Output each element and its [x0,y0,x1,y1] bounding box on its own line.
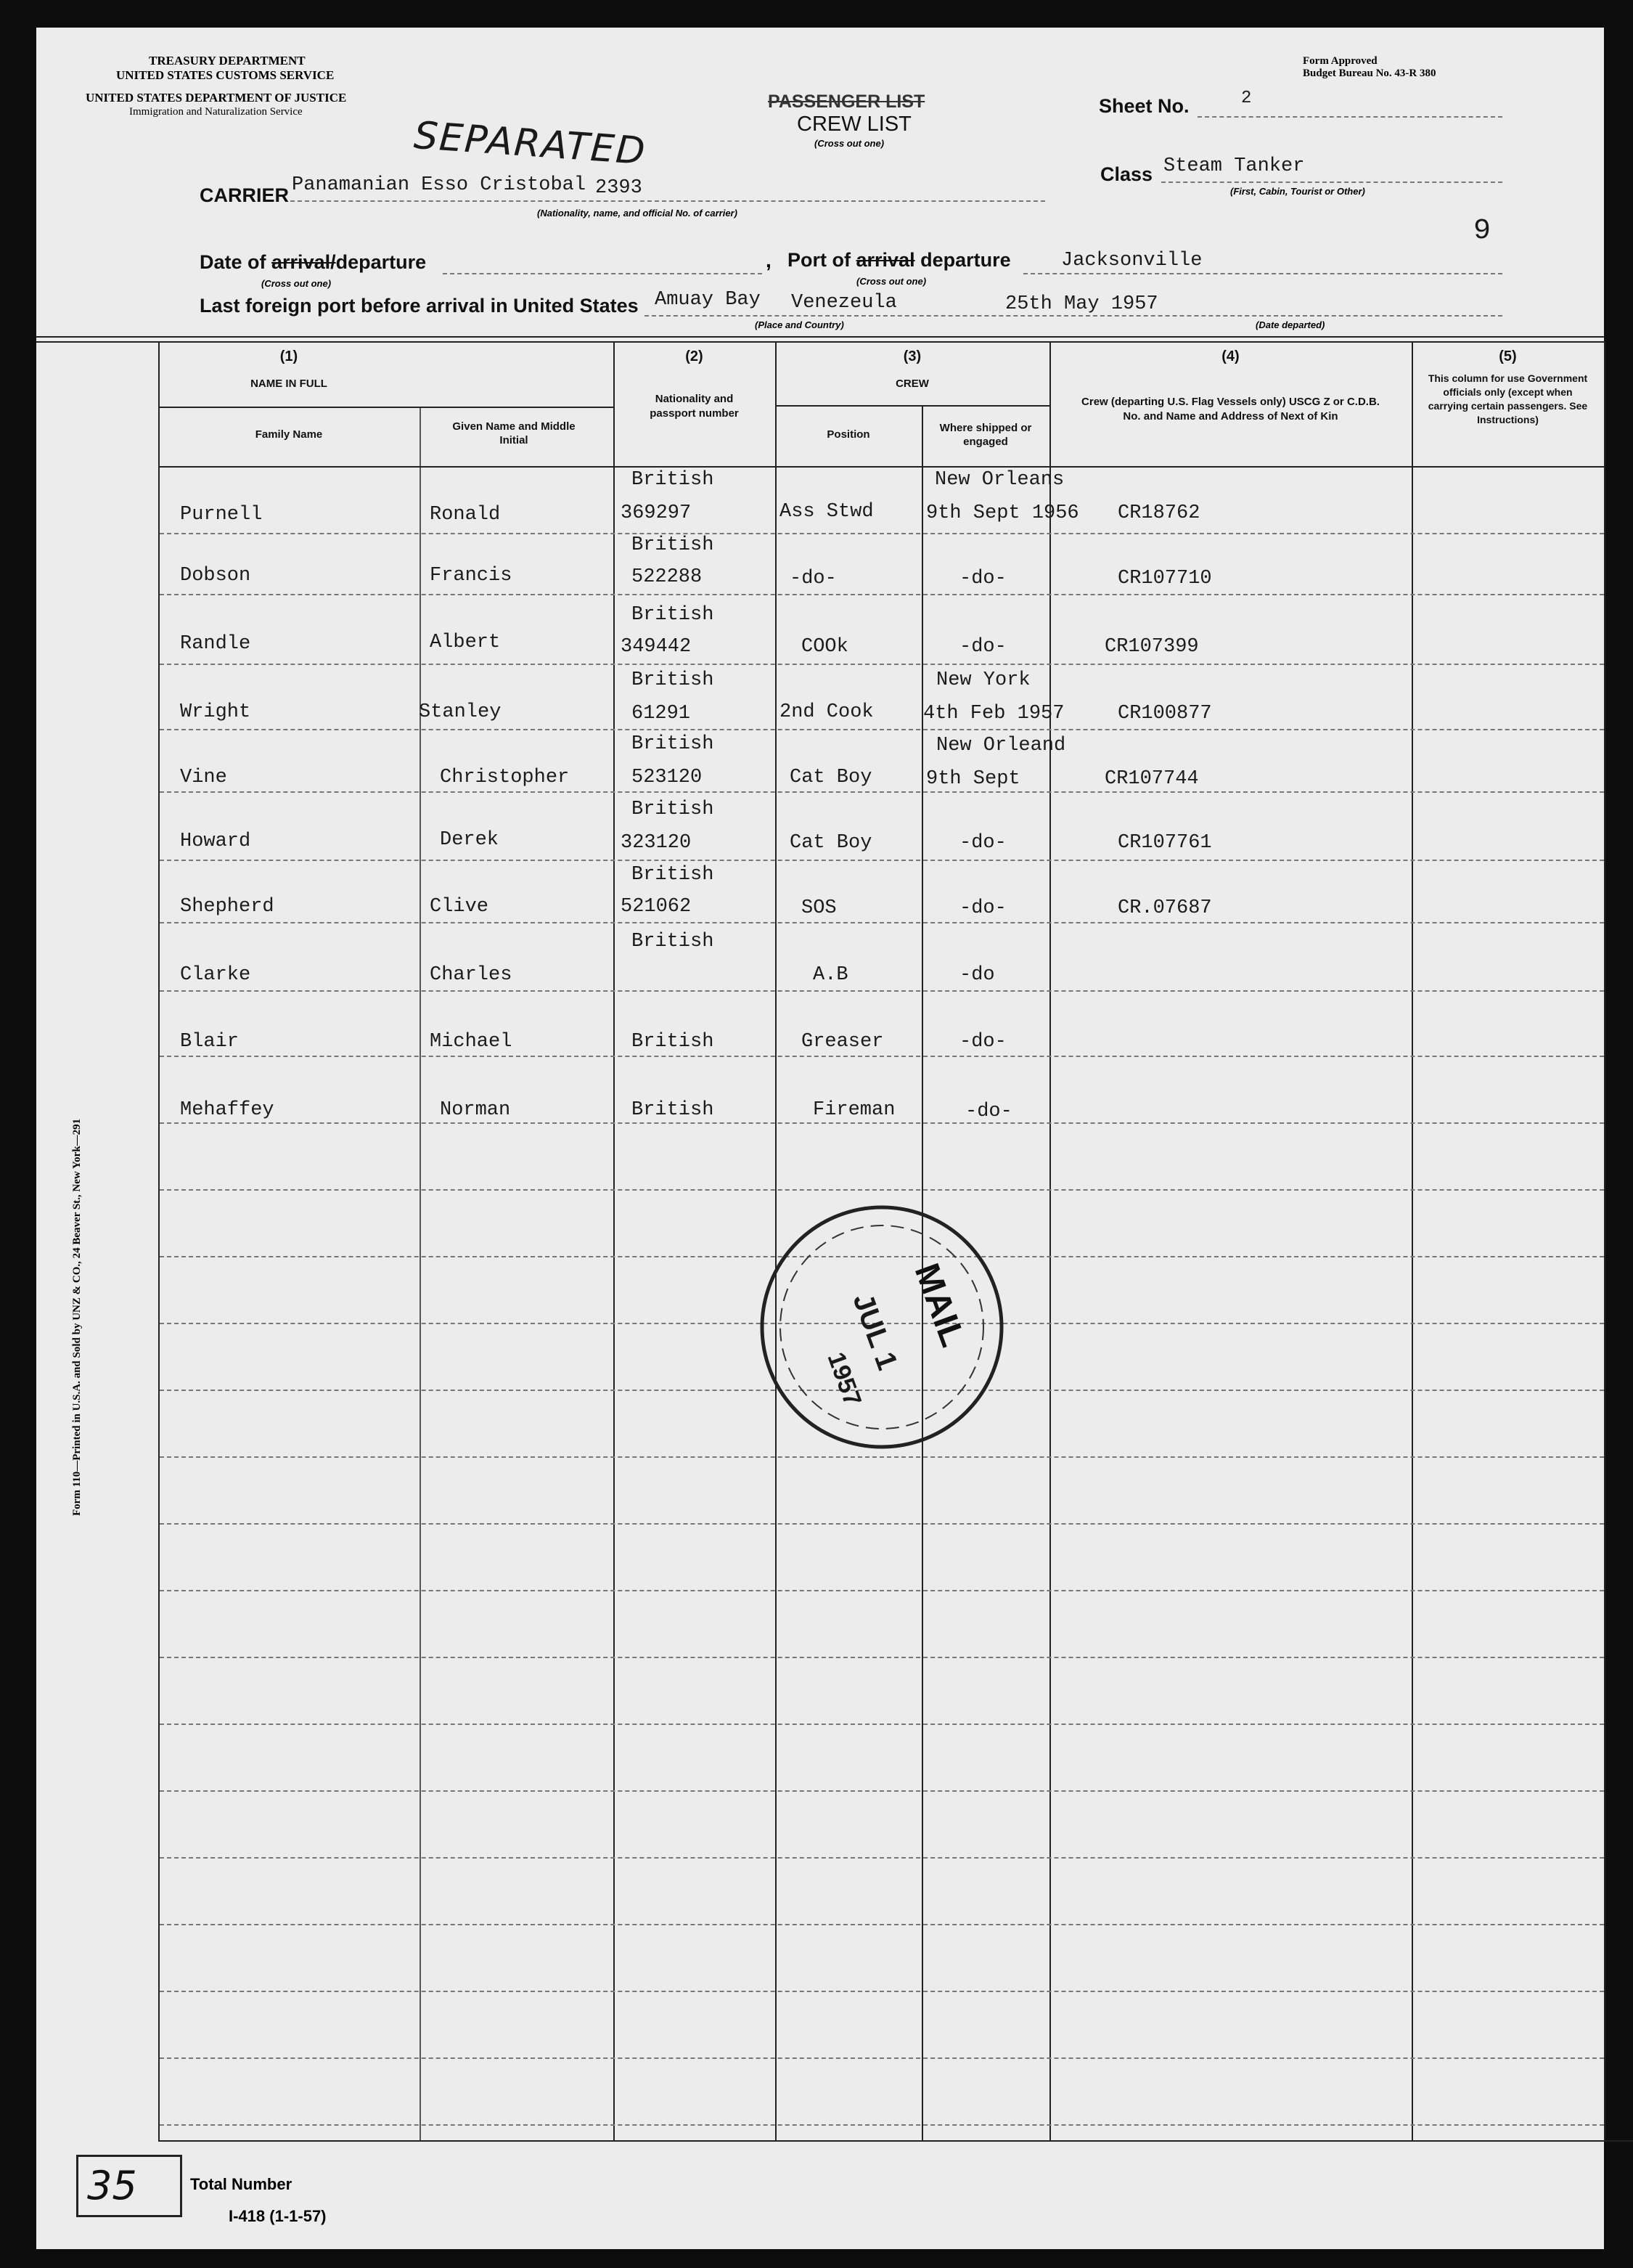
form-approved: Form Approved [1303,55,1378,67]
where-line1: New Orleand [936,735,1066,756]
place-note: (Place and Country) [755,319,844,330]
given-name: Michael [430,1031,512,1053]
row-separator [160,922,1604,923]
agency-justice: UNITED STATES DEPARTMENT OF JUSTICE [86,91,347,105]
col3-position: Position [827,428,870,441]
position: COOk [801,636,848,658]
handwritten-separated: SEPARATED [412,113,648,174]
col1-num: (1) [279,348,298,364]
row-separator [160,1122,1604,1124]
port-label-b: departure [920,249,1011,271]
row-separator [160,664,1604,665]
passport: 61291 [631,703,691,725]
position: A.B [813,964,848,986]
date-note: (Cross out one) [261,278,332,289]
stamp-word: MAIL [906,1258,973,1352]
port-struck: arrival [856,249,915,271]
position: Cat Boy [790,767,872,788]
col2-num: (2) [685,348,703,364]
crew-list-title: CREW LIST [797,113,912,136]
where-line1: New York [936,669,1031,691]
kin-number: CR100877 [1118,703,1212,725]
position: 2nd Cook [779,701,874,723]
family-name: Shepherd [180,896,274,918]
last-port-date: 25th May 1957 [1005,293,1158,315]
col3-title: CREW [896,378,929,390]
row-separator [160,1924,1604,1925]
class-value: Steam Tanker [1163,155,1305,177]
carrier-number: 2393 [595,177,642,199]
given-name: Francis [430,565,512,587]
position: -do- [790,568,837,590]
row-separator [160,1590,1604,1591]
position: SOS [801,897,837,919]
port-label-a: Port of [787,249,851,271]
where-line2: -do- [959,832,1007,854]
row-separator [160,1857,1604,1859]
kin-number: CR.07687 [1118,897,1212,919]
given-name: Norman [440,1099,511,1121]
kin-number: CR18762 [1118,502,1200,524]
row-separator [160,533,1604,534]
row-separator [160,1991,1604,1992]
passport: British [631,1099,714,1121]
row-separator [160,1657,1604,1658]
given-name: Charles [430,964,512,986]
row-separator [160,594,1604,595]
where-line2: -do- [959,897,1007,919]
col1-title: NAME IN FULL [250,378,327,390]
carrier-value: Panamanian Esso Cristobal [292,174,586,196]
where-line2: 9th Sept 1956 [926,502,1079,524]
passport: 521062 [621,896,692,918]
sheet-no: 2 [1241,89,1252,108]
family-name: Clarke [180,964,251,986]
form-code: I-418 (1-1-57) [229,2207,327,2225]
date-departed-note: (Date departed) [1256,319,1325,330]
total-count: 35 [87,2163,137,2208]
row-separator [160,1790,1604,1792]
col3-where: Where shipped or engaged [939,422,1032,448]
nationality: British [631,469,714,491]
row-separator [160,1523,1604,1525]
row-separator [160,1056,1604,1057]
date-struck: arrival/ [271,251,336,273]
agency-customs: UNITED STATES CUSTOMS SERVICE [116,68,335,82]
col5-num: (5) [1499,348,1517,364]
where-line2: -do [959,964,995,986]
position: Ass Stwd [779,501,874,523]
row-separator [160,729,1604,730]
kin-number: CR107399 [1105,636,1199,658]
row-separator [160,2124,1604,2126]
total-box [76,2155,182,2217]
where-line2: -do- [959,1031,1007,1053]
nationality: British [631,669,714,691]
nationality: British [631,733,714,755]
passport: 323120 [621,832,692,854]
family-name: Randle [180,633,251,655]
date-label-a: Date of [200,251,266,273]
col2-title: Nationality and passport number [650,393,739,420]
kin-number: CR107710 [1118,568,1212,590]
where-line2: 4th Feb 1957 [923,703,1065,725]
where-line2: -do- [959,568,1007,590]
position: Cat Boy [790,832,872,854]
position: Greaser [801,1031,884,1053]
position: Fireman [813,1099,896,1121]
last-port-label: Last foreign port before arrival in United States [200,295,639,317]
family-name: Purnell [180,504,263,526]
passport: British [631,1031,714,1053]
mail-postmark-stamp [744,1189,1020,1465]
agency-treasury: TREASURY DEPARTMENT [149,54,306,68]
col1-given: Given Name and Middle Initial [452,420,576,446]
kin-number: CR107744 [1105,768,1199,790]
page-mark: 9 [1473,215,1491,248]
where-line2: -do- [959,636,1007,658]
side-print-text: Form 110—Printed in U.S.A. and Sold by UNZ & CO., 24 Beaver St., New York—291 [71,1118,83,1516]
crew-list-form: TREASURY DEPARTMENT UNITED STATES CUSTOMS SERVICE UNITED STATES DEPARTMENT OF JUSTICE Immigration and Naturalization Service Form Approved Budget Bureau No. 43-R 380 PASSENGER LIST CREW LIST (Cross out one) Sheet No. 2 Class Steam Tanker (First, Cabin, Tourist or Other) SEPARATED CARRIER Panamanian Esso Cristobal 2393 (Nationality, name, and official No. of carrier) 9 Date of arrival/departure , (Cross out one) Port of arrival departure Jacksonville (Cross out one) Last foreign port before arrival in United States Amuay Bay Venezeula 25th May 1957 (Place and Country) (Date departed) (1) NAME IN FULL Family Name Given Name and Middle Initial (2) Nationality and passport number (3) CREW Position Where shipped or engaged (4) Crew (departing U.S. Flag Vessels only) USCG Z or C.D.B. No. and Name and Address of Next of Kin (5) This column for use Government officials only (except when carrying certain passengers. See Instructions) Purnell Ronald British 369297 Ass Stwd New Orleans 9th Sept 1956 CR18762 Dobson Francis British 522288 -do- -do- CR107710 Randle Albert British 349442 COOk -do- CR107399 Wright Stanley British 61291 2nd Cook New York 4th Feb 1957 CR100877 Vine Christopher British 523120 Cat Boy New Orleand 9th Sept CR107744 Howard Derek British 323120 Cat Boy -do- CR107761 Shepherd Clive British 521062 SOS -do- CR.07687 Clarke Charles British A.B -do Blair Michael British Greaser -do- Mehaffey Norman British Fireman -do- JUL 1 1957 MAIL Form 110—Printed in U.S.A. and Sold by UNZ & CO., 24 Beaver St., New York—291 35 Total Number I-418 (1-1-57) [36,28,1604,2249]
nationality: British [631,864,714,886]
class-note: (First, Cabin, Tourist or Other) [1230,186,1365,197]
stamp-year: 1957 [822,1348,867,1410]
given-name: Derek [440,829,499,851]
family-name: Vine [180,767,227,788]
nationality: British [631,799,714,820]
row-separator [160,2057,1604,2059]
family-name: Dobson [180,565,251,587]
family-name: Blair [180,1031,240,1053]
date-label-b: departure [335,251,427,273]
row-separator [160,1724,1604,1725]
passport: 523120 [631,767,703,788]
given-name: Ronald [430,504,501,526]
where-line2: -do- [965,1101,1012,1122]
col4-title: Crew (departing U.S. Flag Vessels only) USCG Z or C.D.B. No. and Name and Address of Next of Kin [1081,396,1380,423]
passport: 369297 [621,502,692,524]
passport: 349442 [621,636,692,658]
carrier-note: (Nationality, name, and official No. of carrier) [537,208,737,219]
row-separator [160,791,1604,793]
where-line2: 9th Sept [926,768,1020,790]
total-label: Total Number [190,2175,292,2193]
agency-ins: Immigration and Naturalization Service [129,106,303,118]
list-note: (Cross out one) [814,138,885,149]
given-name: Albert [430,632,501,653]
nationality: British [631,534,714,556]
row-separator [160,990,1604,992]
passenger-list-struck: PASSENGER LIST [768,91,925,112]
given-name: Christopher [440,767,570,788]
given-name: Clive [430,896,489,918]
col1-family: Family Name [255,428,323,441]
port-note: (Cross out one) [856,276,927,287]
col3-num: (3) [903,348,922,364]
family-name: Mehaffey [180,1099,274,1121]
family-name: Wright [180,701,251,723]
family-name: Howard [180,831,251,852]
nationality: British [631,931,714,953]
row-separator [160,860,1604,861]
kin-number: CR107761 [1118,832,1212,854]
class-label: Class [1100,163,1153,185]
where-line1: New Orleans [935,469,1065,491]
given-name: Stanley [419,701,502,723]
sheet-label: Sheet No. [1099,95,1190,117]
col4-num: (4) [1221,348,1240,364]
stamp-date: JUL 1 [846,1289,904,1374]
carrier-label: CARRIER [200,184,290,206]
last-port-country: Venezeula [791,292,897,314]
nationality: British [631,604,714,626]
budget-bureau: Budget Bureau No. 43-R 380 [1303,68,1436,79]
passport: 522288 [631,566,703,588]
last-port-place: Amuay Bay [655,289,761,311]
port-value: Jacksonville [1061,250,1203,272]
col5-title: This column for use Government officials only (except when carrying certain passengers. See Instructions) [1428,372,1588,425]
